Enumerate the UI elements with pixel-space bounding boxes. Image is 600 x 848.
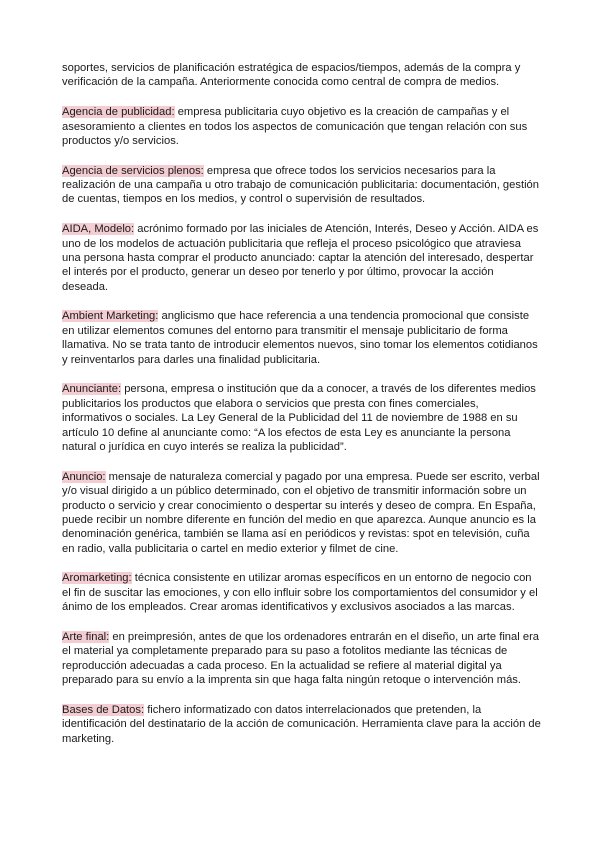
glossary-definition: técnica consistente en utilizar aromas específicos en un entorno de negocio con el fin de suscitar las emociones, y con ello influir sobre los comportamientos del consumidor y el ánimo de los empleados. Crear aromas identificativos y exclusivos asociados a las marcas. [62,572,538,614]
entry-agencia-de-servicios-plenos [62,164,592,207]
glossary-term: Arte final: [62,630,110,643]
glossary-definition: acrónimo formado por las iniciales de Atención, Interés, Deseo y Acción. AIDA es uno de los modelos de actuación publicitaria que refleja el proceso psicológico que atraviesa una persona hasta comprar el producto anunciado: captar la atención del interesado, despertar el interés por el producto, generar un deseo por tenerlo y por último, provocar la acción deseada. [62,223,539,293]
glossary-term: Anuncio: [62,470,106,483]
glossary-term: Aromarketing: [62,572,132,585]
glossary-term: Anunciante: [62,383,122,396]
glossary-term: AIDA, Modelo: [62,223,135,236]
entry-arte-final [62,630,592,688]
glossary-definition: soportes, servicios de planificación estratégica de espacios/tiempos, además de la compra y verificación de la campaña. Anteriormente conocida como central de compra de medios. [62,62,521,89]
glossary-term: Agencia de publicidad: [62,106,175,119]
entry-aromarketing [62,571,592,614]
entry-bases-de-datos [62,703,592,746]
glossary-definition: mensaje de naturaleza comercial y pagado por una empresa. Puede ser escrito, verbal y/o visual dirigido a un público determinado, con el objetivo de transmitir información sobre un producto o servicio y crear conocimiento o despertar su interés y deseo de compra. En España, puede recibir un nombre diferente en función del medio en que aparezca. Aunque anuncio es la denominación genérica, también se llama así en periódicos y revistas: spot en televisión, cuña en radio, valla publicitaria o cartel en medio exterior y filmet de cine. [62,470,540,555]
entry-aida-modelo [62,222,592,294]
glossary-definition: en preimpresión, antes de que los ordenadores entrarán en el diseño, un arte final era el material ya completamente preparado para su paso a fotolitos mediante las técnicas de reproducción adecuadas a cada proceso. En la actualidad se refiere al material digital ya preparado para su envío a la imprenta sin que haga falta ningún retoque o intervención más. [62,630,540,687]
glossary-term: Bases de Datos: [62,703,145,716]
glossary-definition: empresa que ofrece todos los servicios necesarios para la realización de una campaña u otro trabajo de comunicación publicitaria: documentación, gestión de cuentas, tiempos en los medios, y control o supervisión de resultados. [62,164,540,206]
glossary-definition: empresa publicitaria cuyo objetivo es la creación de campañas y el asesoramiento a clientes en todos los aspectos de comunicación que tengan relación con sus productos y/o servicios. [62,106,528,147]
entry-agencia-de-publicidad [62,105,592,148]
glossary-definition: anglicismo que hace referencia a una tendencia promocional que consiste en utilizar elementos comunes del entorno para transmitir el mensaje publicitario de forma llamativa. No se trata tanto de introducir elementos nuevos, sino tomar los elementos cotidianos y reinventarlos para darles una finalidad publicitaria. [62,310,538,366]
glossary-term: Ambient Marketing: [62,310,159,323]
entry-anuncio [62,470,592,556]
glossary-definition: persona, empresa o institución que da a conocer, a través de los diferentes medios publicitarios los productos que elabora o servicios que presta con fines comerciales, informativos o sociales. La Ley General de la Publicidad del 11 de noviembre de 1988 en su artículo 10 define al anunciante como: “A los efectos de esta Ley es anunciante la persona natural o jurídica en cuyo interés se realiza la publicidad”. [62,383,536,454]
entry-ambient-marketing [62,309,592,367]
glossary-intro-continuation [62,61,592,90]
glossary-term: Agencia de servicios plenos: [62,164,204,177]
entry-anunciante [62,382,592,454]
glossary-definition: fichero informatizado con datos interrelacionados que pretenden, la identificación del destinatario de la acción de comunicación. Herramienta clave para la acción de marketing. [62,703,541,745]
glossary-body [62,61,592,761]
